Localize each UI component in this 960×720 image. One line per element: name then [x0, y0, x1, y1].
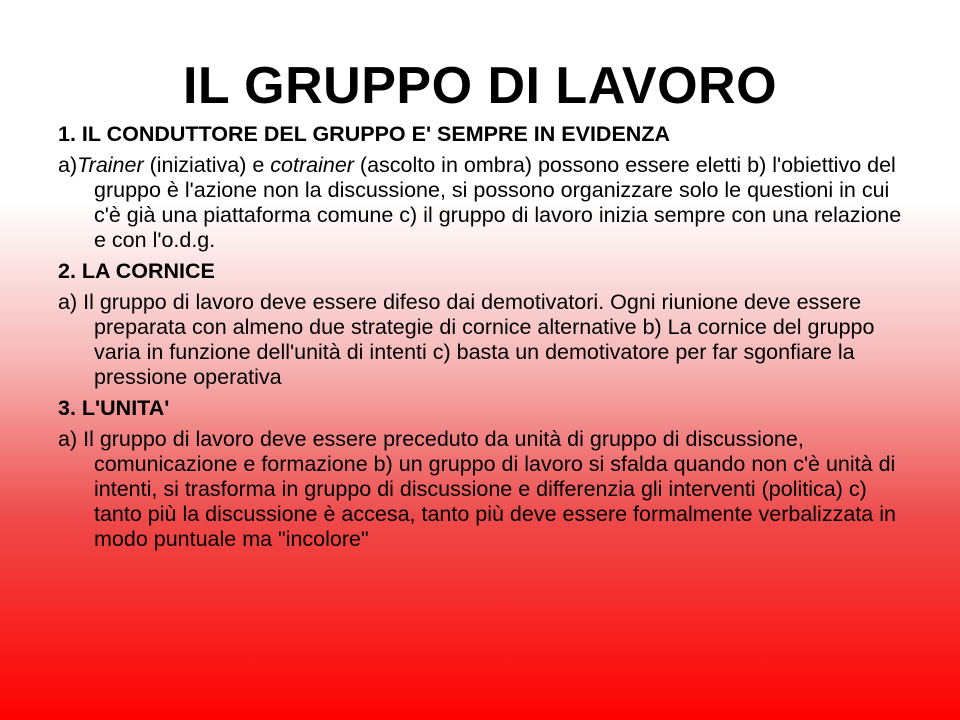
paragraph-text-rest: (ascolto in ombra) possono essere eletti b) l'obiettivo del gruppo è l'azione non la discussione, si possono organizzare solo le questioni in cui c'è già una piattaforma comune c) il gruppo di lavoro inizia sempre con una relazione e con l'o.d.g. [94, 153, 902, 252]
slide-title: IL GRUPPO DI LAVORO [182, 57, 778, 115]
section-unita [58, 395, 908, 552]
section-cornice [58, 258, 908, 390]
section-paragraph: a) Il gruppo di lavoro deve essere difeso dai demotivatori. Ogni riunione deve essere preparata con almeno due strategie di cornice alternative b) La cornice del gruppo varia in funzione dell'unità di intenti c) basta un demotivatore per far sgonfiare la pressione operativa [58, 290, 875, 389]
section-paragraph [58, 153, 908, 253]
section-paragraph: a) Il gruppo di lavoro deve essere preceduto da unità di gruppo di discussione, comunicazione e formazione b) un gruppo di lavoro si sfalda quando non c'è unità di intenti, si trasforma in gruppo di discussione e differenzia gli interventi (politica) c) tanto più la discussione è accesa, tanto più deve essere formalmente verbalizzata in modo puntuale ma "incolore" [58, 427, 896, 551]
section-heading: 1. IL CONDUTTORE DEL GRUPPO E' SEMPRE IN EVIDENZA [58, 122, 670, 146]
paragraph-prefix: a) [58, 153, 78, 177]
section-conduttore [58, 121, 908, 253]
section-heading: 3. L'UNITA' [58, 396, 170, 420]
cotrainer-term: cotrainer [270, 153, 354, 177]
slide-content [58, 121, 908, 557]
paragraph-text-mid: (iniziativa) e [143, 153, 271, 177]
trainer-term: Trainer [77, 153, 144, 177]
section-heading: 2. LA CORNICE [58, 259, 215, 283]
